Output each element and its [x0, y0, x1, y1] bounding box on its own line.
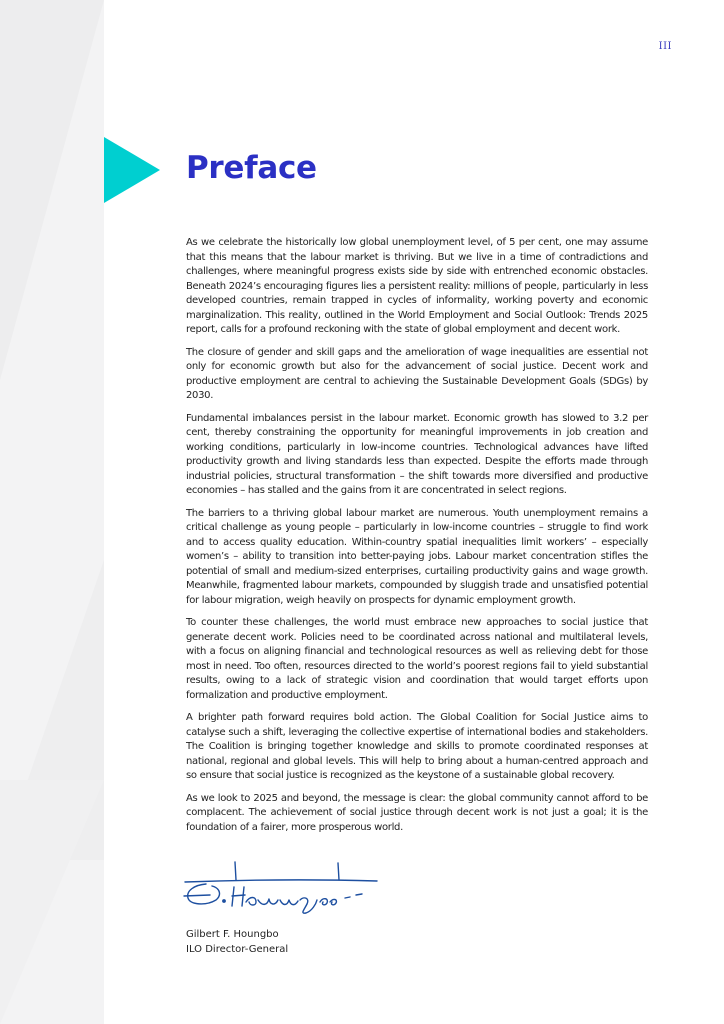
paragraph: As we look to 2025 and beyond, the message is clear: the global community cannot afford to be complacent. The achievement of social justice through decent work is not just a goal; it is the foundation of a fairer, more prosperous world. — [186, 792, 648, 833]
arrow-marker-icon — [104, 137, 160, 203]
paragraph: The barriers to a thriving global labour market are numerous. Youth unemployment remains a critical challenge as young people – particularly in low-income countries – struggle to find work and to access quality education. Within-country spatial inequalities limit workers’ – especially women’s – ability to transition into better-paying jobs. Labour market concentration stifles the potential of small and medium-sized enterprises, curtailing productivity gains and wage growth. Meanwhile, fragmented labour markets, compounded by sluggish trade and unsatisfied potential for labour migration, weigh heavily on prospects for dynamic employment growth. — [186, 507, 648, 606]
signatory-name: Gilbert F. Houngbo — [186, 929, 279, 940]
paragraph: Fundamental imbalances persist in the labour market. Economic growth has slowed to 3.2 per cent, thereby constraining the opportunity for meaningful improvements in job creation and working conditions, particularly in low-income countries. Technological advances have lifted productivity growth and living standards less than expected. Despite the efforts made through industrial policies, structural transformation – the shift towards more diversified and productive economies – has stalled and the gains from it are concentrated in select regions. — [186, 412, 648, 496]
decorative-side-band — [0, 0, 104, 1024]
paragraph: The closure of gender and skill gaps and the amelioration of wage inequalities are essential not only for economic growth but also for the advancement of social justice. Decent work and productive employment are central to achieving the Sustainable Development Goals (SDGs) by 2030. — [186, 346, 648, 401]
preface-body — [186, 236, 648, 843]
paragraph: As we celebrate the historically low global unemployment level, of 5 per cent, one may assume that this means that the labour market is thriving. But we live in a time of contradictions and challenges, where meaningful progress exists side by side with entrenched economic obstacles. Beneath 2024’s encouraging figures lies a persistent reality: millions of people, particularly in less developed countries, remain trapped in cycles of informality, working poverty and economic marginalization. This reality, outlined in the World Employment and Social Outlook: Trends 2025 report, calls for a profound reckoning with the state of global employment and decent work. — [186, 237, 648, 335]
page-number: III — [658, 41, 672, 52]
signatory-title: ILO Director-General — [186, 943, 289, 955]
page-title: Preface — [186, 150, 317, 186]
signatory-block — [186, 928, 288, 957]
paragraph: To counter these challenges, the world must embrace new approaches to social justice that generate decent work. Policies need to be coordinated across national and multilateral levels, with a focus on aligning financial and technological resources as well as relieving debt for those most in need. Too often, resources directed to the world’s poorest regions fail to yield substantial results, owing to a lack of strategic vision and coordination that would target efforts upon formalization and productive employment. — [186, 617, 648, 701]
signature-image — [180, 858, 390, 918]
paragraph: A brighter path forward requires bold action. The Global Coalition for Social Justice aims to catalyse such a shift, leveraging the collective expertise of international bodies and stakeholders. The Coalition is bringing together knowledge and skills to promote coordinated responses at national, regional and global levels. This will help to bring about a human-centred approach and so ensure that social justice is recognized as the keystone of a sustainable global recovery. — [186, 712, 648, 781]
